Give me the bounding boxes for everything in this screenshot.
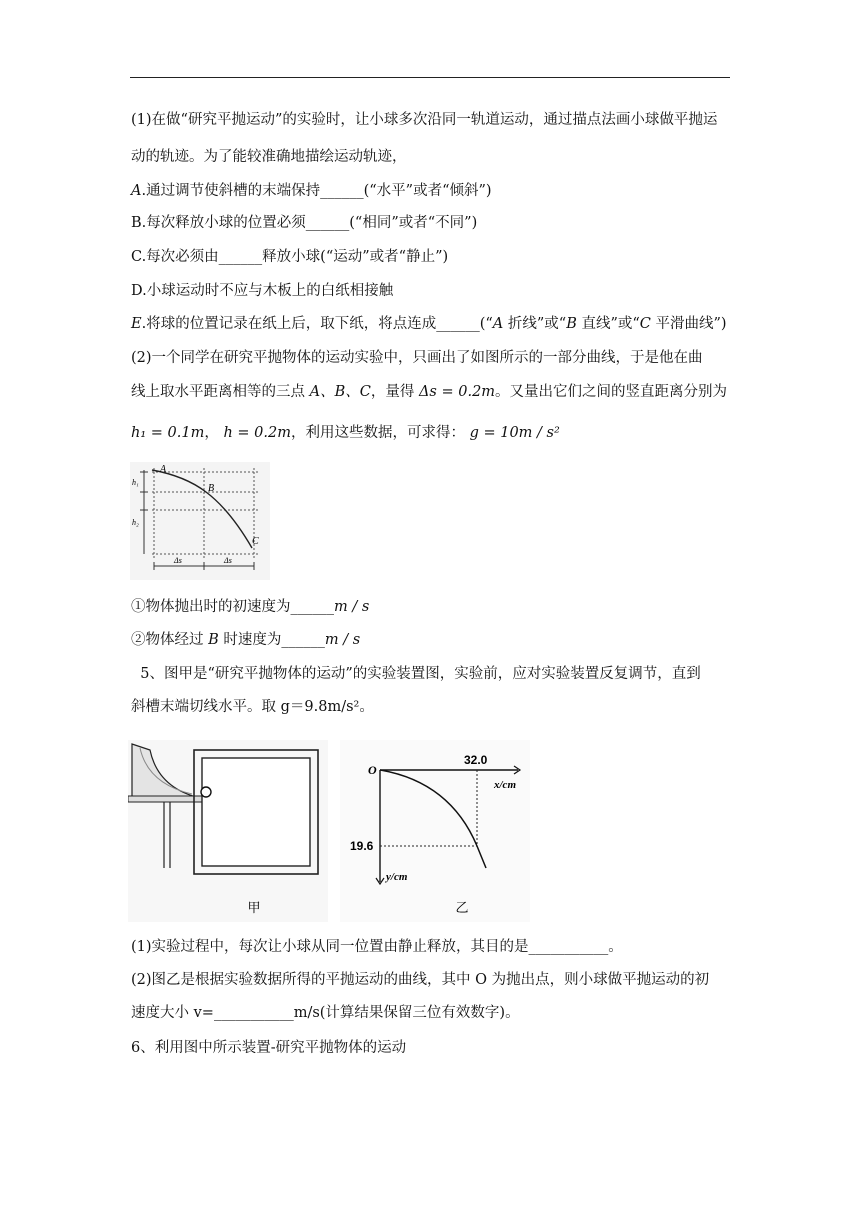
q2-sub1 — [131, 597, 731, 617]
x-value-label: 32.0 — [464, 753, 488, 767]
q2-line3 — [131, 423, 731, 443]
sub1-unit: m / s — [334, 599, 370, 615]
sub1-text: 物体抛出时的初速度为______ — [145, 599, 334, 615]
item-e-text2: 折线”或“ — [503, 316, 567, 332]
q2-line3-b: ，利用这些数据，可求得： — [290, 425, 470, 441]
q2-g: g = 10m / s² — [469, 425, 560, 441]
origin-label: O — [368, 763, 377, 777]
apparatus-svg — [128, 740, 328, 922]
q1-item-d: D.小球运动时不应与木板上的白纸相接触 — [131, 283, 394, 299]
q5-intro-1: 5、图甲是“研究平抛物体的运动”的实验装置图，实验前，应对实验装置反复调节，直到 — [140, 666, 701, 682]
item-e-opt-c: C — [639, 316, 651, 332]
q1-item-c: C.每次必须由______释放小球(“运动”或者“静止”) — [131, 249, 449, 265]
q2-line1: (2)一个同学在研究平抛物体的运动实验中，只画出了如图所示的一部分曲线，于是他在曲 — [131, 350, 703, 366]
caption-jia: 甲 — [247, 901, 261, 916]
sub2-number: ② — [131, 632, 146, 648]
q2-delta-s: Δs = 0.2m — [418, 384, 496, 400]
ds1-label: Δs — [174, 556, 182, 565]
q5-intro-line1 — [131, 664, 731, 684]
table-top-icon — [128, 796, 204, 802]
board-paper-icon — [202, 758, 310, 866]
q2-sep: ， — [204, 425, 224, 441]
q1-intro-line1: (1)在做“研究平抛运动”的实验时，让小球多次沿同一轨道运动，通过描点法画小球做平抛运 — [131, 112, 718, 128]
q6-text: 6、利用图中所示装置-研究平抛物体的运动 — [131, 1040, 407, 1056]
point-c-label: C — [252, 536, 259, 547]
item-e-text4: 平滑曲线”) — [650, 316, 727, 332]
sub2-unit: m / s — [324, 632, 361, 648]
q2-sub2 — [131, 630, 731, 650]
trajectory-svg — [340, 740, 530, 922]
apparatus-figure — [128, 740, 328, 922]
item-e-text: .将球的位置记录在纸上后，取下纸，将点连成______(“ — [141, 316, 493, 332]
q2-h1: h₁ = 0.1m — [131, 425, 205, 441]
item-a-text: .通过调节使斜槽的末端保持______(“水平”或者“倾斜”) — [141, 183, 492, 199]
sub2-point-b: B — [208, 632, 219, 648]
q1-intro-line2: 动的轨迹。为了能较准确地描绘运动轨迹， — [131, 149, 407, 165]
trajectory-figure — [340, 740, 530, 922]
q5-sub2-line1: (2)图乙是根据实验数据所得的平抛运动的曲线，其中 O 为抛出点，则小球做平抛运动的初 — [131, 972, 710, 988]
q2-h: h = 0.2m — [223, 425, 291, 441]
sub2-text: 物体经过 — [145, 632, 209, 648]
q2-figure — [130, 462, 270, 580]
item-e-label: E — [131, 316, 142, 332]
h1-label: h₁ — [132, 478, 139, 487]
point-b-label: B — [208, 483, 215, 494]
item-a-label: A — [131, 183, 142, 199]
item-e-text3: 直线”或“ — [576, 316, 640, 332]
ball-icon — [201, 787, 211, 797]
q1-item-b: B.每次释放小球的位置必须______(“相同”或者“不同”) — [131, 215, 478, 231]
q2-figure-svg — [130, 462, 270, 580]
item-e-opt-a: A — [492, 316, 504, 332]
sub1-number: ① — [131, 599, 146, 615]
q5-intro-line2: 斜槽末端切线水平。取 g＝9.8m/s²。 — [131, 699, 374, 715]
q1-item-a — [131, 181, 731, 201]
y-value-label: 19.6 — [350, 839, 374, 853]
y-axis-label: y/cm — [386, 871, 408, 883]
q1-item-e — [131, 314, 731, 334]
q2-line2-a: 线上取水平距离相等的三点 — [131, 384, 310, 400]
q2-points: A、B、C — [309, 384, 371, 400]
sub2-text2: 时速度为______ — [218, 632, 325, 648]
q2-line2-b: ，量得 — [370, 384, 419, 400]
q2-line2-c: 。又量出它们之间的竖直距离分别为 — [495, 384, 728, 400]
q2-line2 — [131, 382, 731, 402]
item-e-opt-b: B — [566, 316, 577, 332]
point-a-label: A — [160, 464, 167, 475]
header-rule — [130, 77, 730, 78]
figure-bg — [130, 462, 270, 580]
q5-sub2-line2: 速度大小 v=___________m/s(计算结果保留三位有效数字)。 — [131, 1005, 520, 1021]
q5-sub1: (1)实验过程中，每次让小球从同一位置由静止释放，其目的是___________。 — [131, 939, 623, 955]
h2-label: h₂ — [132, 518, 139, 527]
caption-yi: 乙 — [455, 901, 469, 916]
x-axis-label: x/cm — [494, 779, 516, 791]
ds2-label: Δs — [224, 556, 232, 565]
